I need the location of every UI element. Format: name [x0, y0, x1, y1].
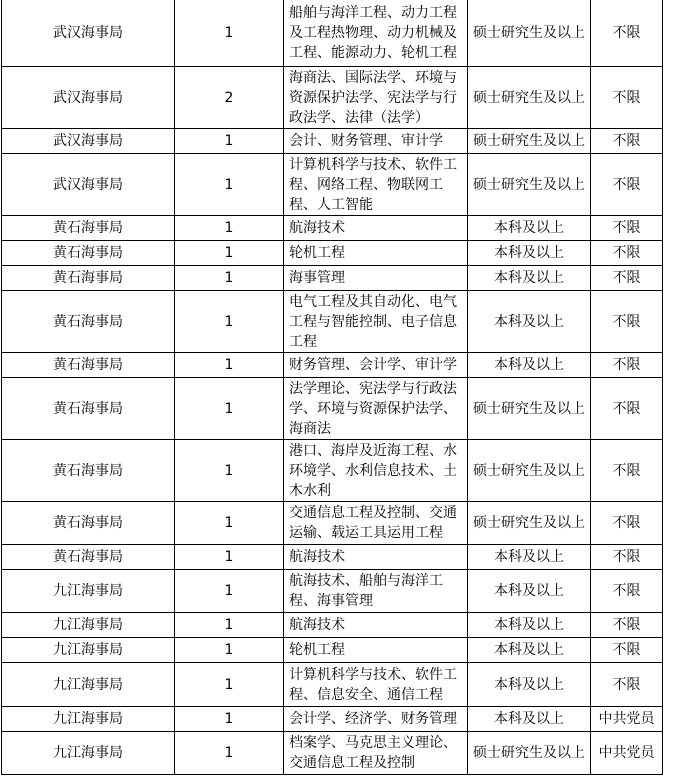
count-cell: 1 [175, 502, 284, 545]
count-cell: 1 [175, 545, 284, 570]
education-cell: 硕士研究生及以上 [468, 732, 591, 775]
politics-cell: 不限 [591, 353, 663, 378]
education-cell: 硕士研究生及以上 [468, 129, 591, 154]
table-row [2, 613, 663, 638]
major-cell: 计算机科学与技术、软件工程、信息安全、通信工程 [284, 663, 468, 707]
table-row [2, 732, 663, 775]
count-cell: 1 [175, 353, 284, 378]
unit-cell: 武汉海事局 [2, 154, 175, 216]
politics-cell: 不限 [591, 241, 663, 266]
politics-cell: 不限 [591, 266, 663, 291]
count-cell: 1 [175, 732, 284, 775]
count-cell: 1 [175, 663, 284, 707]
unit-cell: 九江海事局 [2, 638, 175, 663]
education-cell: 硕士研究生及以上 [468, 502, 591, 545]
politics-cell: 不限 [591, 638, 663, 663]
unit-cell: 黄石海事局 [2, 378, 175, 440]
politics-cell: 不限 [591, 663, 663, 707]
education-cell: 硕士研究生及以上 [468, 154, 591, 216]
major-cell: 港口、海岸及近海工程、水环境学、水利信息技术、土木水利 [284, 440, 468, 502]
unit-cell: 九江海事局 [2, 732, 175, 775]
count-cell: 1 [175, 613, 284, 638]
politics-cell: 不限 [591, 129, 663, 154]
count-cell: 1 [175, 638, 284, 663]
major-cell: 财务管理、会计学、审计学 [284, 353, 468, 378]
politics-cell: 不限 [591, 502, 663, 545]
table-row [2, 440, 663, 502]
politics-cell: 不限 [591, 0, 663, 67]
major-cell: 计算机科学与技术、软件工程、网络工程、物联网工程、人工智能 [284, 154, 468, 216]
table-row [2, 0, 663, 67]
count-cell: 1 [175, 291, 284, 353]
major-cell: 会计、财务管理、审计学 [284, 129, 468, 154]
table-row [2, 154, 663, 216]
table-row [2, 241, 663, 266]
table-row [2, 570, 663, 613]
major-cell: 轮机工程 [284, 241, 468, 266]
table-row [2, 378, 663, 440]
education-cell: 本科及以上 [468, 545, 591, 570]
education-cell: 本科及以上 [468, 613, 591, 638]
major-cell: 航海技术、船舶与海洋工程、海事管理 [284, 570, 468, 613]
table-row [2, 638, 663, 663]
education-cell: 本科及以上 [468, 216, 591, 241]
unit-cell: 九江海事局 [2, 613, 175, 638]
unit-cell: 黄石海事局 [2, 241, 175, 266]
education-cell: 本科及以上 [468, 570, 591, 613]
major-cell: 海商法、国际法学、环境与资源保护法学、宪法学与行政法学、法律（法学） [284, 67, 468, 129]
major-cell: 航海技术 [284, 613, 468, 638]
major-cell: 交通信息工程及控制、交通运输、载运工具运用工程 [284, 502, 468, 545]
major-cell: 海事管理 [284, 266, 468, 291]
count-cell: 1 [175, 440, 284, 502]
politics-cell: 中共党员 [591, 707, 663, 732]
unit-cell: 黄石海事局 [2, 266, 175, 291]
major-cell: 航海技术 [284, 545, 468, 570]
education-cell: 本科及以上 [468, 707, 591, 732]
education-cell: 硕士研究生及以上 [468, 378, 591, 440]
unit-cell: 黄石海事局 [2, 291, 175, 353]
unit-cell: 黄石海事局 [2, 545, 175, 570]
politics-cell: 不限 [591, 291, 663, 353]
politics-cell: 不限 [591, 154, 663, 216]
unit-cell: 黄石海事局 [2, 216, 175, 241]
unit-cell: 九江海事局 [2, 570, 175, 613]
unit-cell: 武汉海事局 [2, 67, 175, 129]
table-row [2, 291, 663, 353]
major-cell: 航海技术 [284, 216, 468, 241]
table-row [2, 129, 663, 154]
education-cell: 硕士研究生及以上 [468, 0, 591, 67]
education-cell: 硕士研究生及以上 [468, 440, 591, 502]
count-cell: 2 [175, 67, 284, 129]
table-row [2, 707, 663, 732]
count-cell: 1 [175, 241, 284, 266]
major-cell: 法学理论、宪法学与行政法学、环境与资源保护法学、海商法 [284, 378, 468, 440]
politics-cell: 不限 [591, 570, 663, 613]
table-row [2, 216, 663, 241]
politics-cell: 不限 [591, 613, 663, 638]
unit-cell: 武汉海事局 [2, 0, 175, 67]
table-row [2, 502, 663, 545]
count-cell: 1 [175, 378, 284, 440]
education-cell: 本科及以上 [468, 266, 591, 291]
count-cell: 1 [175, 216, 284, 241]
education-cell: 硕士研究生及以上 [468, 67, 591, 129]
politics-cell: 不限 [591, 545, 663, 570]
count-cell: 1 [175, 266, 284, 291]
table-row [2, 545, 663, 570]
table-body [2, 0, 663, 775]
education-cell: 本科及以上 [468, 638, 591, 663]
count-cell: 1 [175, 707, 284, 732]
education-cell: 本科及以上 [468, 241, 591, 266]
unit-cell: 黄石海事局 [2, 440, 175, 502]
politics-cell: 不限 [591, 440, 663, 502]
education-cell: 本科及以上 [468, 353, 591, 378]
table-row [2, 663, 663, 707]
unit-cell: 九江海事局 [2, 663, 175, 707]
table-row [2, 266, 663, 291]
politics-cell: 不限 [591, 67, 663, 129]
count-cell: 1 [175, 0, 284, 67]
unit-cell: 黄石海事局 [2, 353, 175, 378]
politics-cell: 中共党员 [591, 732, 663, 775]
count-cell: 1 [175, 570, 284, 613]
count-cell: 1 [175, 154, 284, 216]
unit-cell: 九江海事局 [2, 707, 175, 732]
major-cell: 船舶与海洋工程、动力工程及工程热物理、动力机械及工程、能源动力、轮机工程 [284, 0, 468, 67]
major-cell: 档案学、马克思主义理论、交通信息工程及控制 [284, 732, 468, 775]
recruitment-table [1, 0, 663, 775]
table-row [2, 67, 663, 129]
count-cell: 1 [175, 129, 284, 154]
politics-cell: 不限 [591, 216, 663, 241]
major-cell: 会计学、经济学、财务管理 [284, 707, 468, 732]
unit-cell: 武汉海事局 [2, 129, 175, 154]
politics-cell: 不限 [591, 378, 663, 440]
major-cell: 轮机工程 [284, 638, 468, 663]
unit-cell: 黄石海事局 [2, 502, 175, 545]
education-cell: 本科及以上 [468, 291, 591, 353]
table-row [2, 353, 663, 378]
education-cell: 本科及以上 [468, 663, 591, 707]
major-cell: 电气工程及其自动化、电气工程与智能控制、电子信息工程 [284, 291, 468, 353]
